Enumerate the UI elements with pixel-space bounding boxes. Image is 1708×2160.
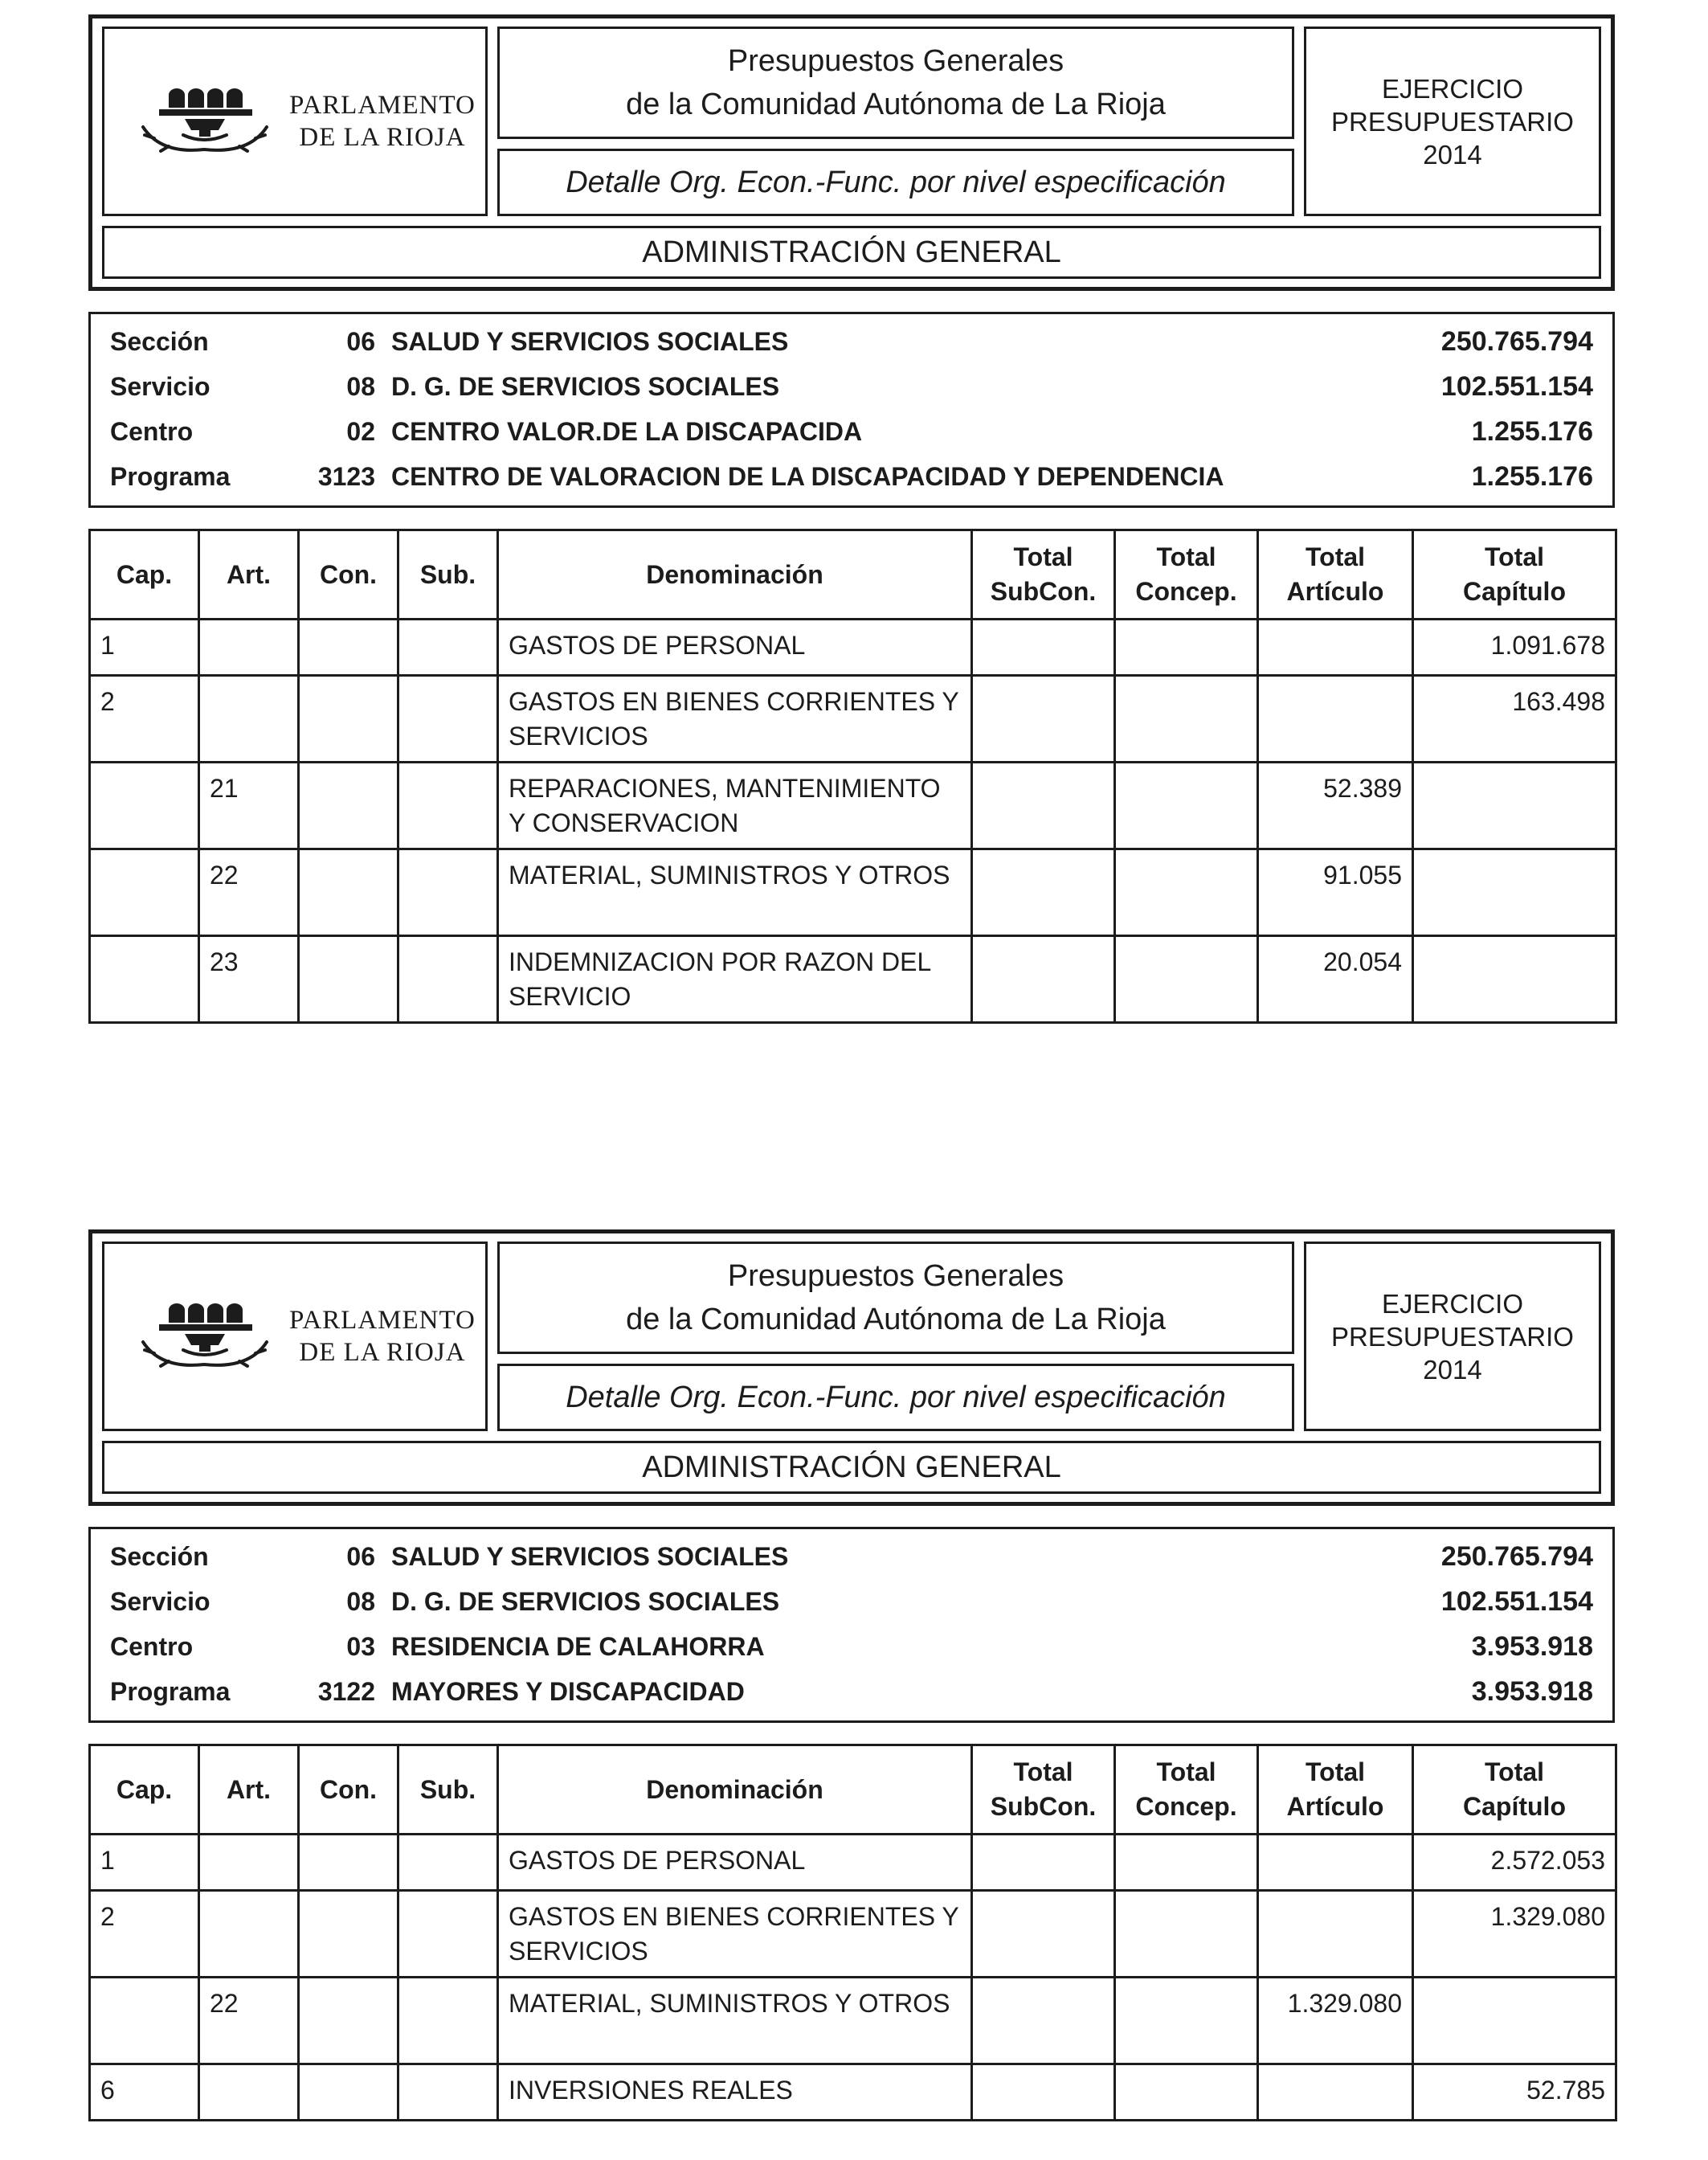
cell-denominacion: GASTOS EN BIENES CORRIENTES Y SERVICIOS (498, 676, 972, 763)
cell-total-subcon (972, 849, 1115, 936)
cell-total-subcon (972, 676, 1115, 763)
col-total-capitulo (1413, 530, 1616, 620)
info-code: 08 (346, 1586, 375, 1616)
table-row (90, 2064, 1616, 2121)
info-amount: 3.953.918 (1471, 1675, 1593, 1707)
cell-total-concep (1115, 620, 1258, 676)
cell-cap: 2 (90, 676, 199, 763)
col-label: Artículo (1286, 577, 1384, 606)
info-amount: 1.255.176 (1471, 460, 1593, 492)
cell-art: 23 (199, 936, 299, 1023)
col-denominacion: Denominación (498, 1745, 972, 1835)
info-amount: 102.551.154 (1440, 1585, 1593, 1617)
cell-total-concep (1115, 936, 1258, 1023)
document-title (497, 1242, 1294, 1354)
cell-total-capitulo: 52.785 (1413, 2064, 1616, 2121)
cell-total-capitulo (1413, 849, 1616, 936)
table-row (90, 676, 1616, 763)
table-row (90, 1978, 1616, 2064)
col-label: Total (1013, 1757, 1073, 1786)
col-label: Total (1484, 1757, 1545, 1786)
table-row (90, 763, 1616, 849)
cell-total-subcon (972, 2064, 1115, 2121)
cell-total-subcon (972, 763, 1115, 849)
cell-sub (398, 1891, 498, 1978)
col-label: SubCon. (990, 577, 1097, 606)
ejercicio-line-2: PRESUPUESTARIO (1331, 106, 1574, 137)
cell-cap: 2 (90, 1891, 199, 1978)
cell-sub (398, 620, 498, 676)
cell-total-articulo (1258, 1835, 1413, 1891)
budget-page-1 (88, 14, 1615, 1024)
ejercicio-line-1: EJERCICIO (1381, 1288, 1524, 1319)
info-code: 06 (346, 1541, 375, 1571)
info-row (110, 1624, 1593, 1669)
info-description: D. G. DE SERVICIOS SOCIALES (391, 371, 780, 401)
cell-total-subcon (972, 1835, 1115, 1891)
col-label: Total (1305, 1757, 1366, 1786)
cell-total-articulo: 20.054 (1258, 936, 1413, 1023)
ejercicio-line-1: EJERCICIO (1381, 73, 1524, 104)
table-row (90, 620, 1616, 676)
title-line-1: Presupuestos Generales (727, 44, 1064, 78)
cell-sub (398, 1978, 498, 2064)
col-sub: Sub. (398, 530, 498, 620)
cell-total-concep (1115, 763, 1258, 849)
cell-con (299, 1891, 398, 1978)
logo-line-2: DE LA RIOJA (299, 123, 466, 152)
info-description: CENTRO VALOR.DE LA DISCAPACIDA (391, 416, 863, 446)
info-label: Centro (110, 1631, 194, 1661)
info-amount: 1.255.176 (1471, 415, 1593, 447)
cell-total-capitulo: 1.329.080 (1413, 1891, 1616, 1978)
info-row (110, 409, 1593, 454)
cell-sub (398, 1835, 498, 1891)
table-row (90, 1891, 1616, 1978)
table-header-row (90, 530, 1616, 620)
cell-art (199, 676, 299, 763)
col-total-subcon (972, 530, 1115, 620)
info-amount: 102.551.154 (1440, 370, 1593, 402)
cell-con (299, 2064, 398, 2121)
col-art: Art. (199, 530, 299, 620)
info-label: Sección (110, 326, 209, 356)
cell-total-capitulo: 1.091.678 (1413, 620, 1616, 676)
document-subtitle: Detalle Org. Econ.-Func. por nivel especificación (497, 149, 1294, 216)
table-row (90, 849, 1616, 936)
cell-sub (398, 763, 498, 849)
info-code: 3122 (317, 1676, 375, 1706)
cell-total-subcon (972, 936, 1115, 1023)
info-label: Centro (110, 416, 194, 446)
cell-total-concep (1115, 849, 1258, 936)
info-amount: 3.953.918 (1471, 1630, 1593, 1662)
budget-table (88, 529, 1617, 1024)
logo-line-1: PARLAMENTO (289, 1306, 476, 1335)
info-label: Sección (110, 1541, 209, 1571)
admin-title: ADMINISTRACIÓN GENERAL (102, 226, 1601, 279)
cell-total-concep (1115, 1891, 1258, 1978)
col-label: Capítulo (1463, 1792, 1566, 1821)
info-label: Servicio (110, 1586, 210, 1616)
cell-art: 22 (199, 1978, 299, 2064)
info-row (110, 364, 1593, 409)
ejercicio-line-2: PRESUPUESTARIO (1331, 1321, 1574, 1352)
col-cap: Cap. (90, 1745, 199, 1835)
logo-box (102, 1242, 488, 1431)
cell-con (299, 936, 398, 1023)
cell-denominacion: GASTOS DE PERSONAL (498, 1835, 972, 1891)
cell-con (299, 620, 398, 676)
info-row (110, 454, 1593, 499)
cell-denominacion: INVERSIONES REALES (498, 2064, 972, 2121)
cell-denominacion: GASTOS DE PERSONAL (498, 620, 972, 676)
cell-total-capitulo: 163.498 (1413, 676, 1616, 763)
budget-table (88, 1744, 1617, 2121)
info-description: SALUD Y SERVICIOS SOCIALES (391, 326, 789, 356)
cell-denominacion: GASTOS EN BIENES CORRIENTES Y SERVICIOS (498, 1891, 972, 1978)
document-header (88, 1229, 1615, 1506)
cell-art (199, 1835, 299, 1891)
info-code: 06 (346, 326, 375, 356)
info-amount: 250.765.794 (1440, 325, 1593, 357)
cell-cap (90, 936, 199, 1023)
cell-sub (398, 676, 498, 763)
cell-total-subcon (972, 1978, 1115, 2064)
parliament-emblem-icon (137, 1292, 273, 1381)
table-row (90, 1835, 1616, 1891)
document-subtitle: Detalle Org. Econ.-Func. por nivel especificación (497, 1364, 1294, 1431)
info-description: MAYORES Y DISCAPACIDAD (391, 1676, 745, 1706)
cell-total-subcon (972, 1891, 1115, 1978)
cell-total-concep (1115, 676, 1258, 763)
organic-info-box (88, 312, 1615, 508)
title-line-1: Presupuestos Generales (727, 1259, 1064, 1293)
table-row (90, 936, 1616, 1023)
info-label: Programa (110, 461, 231, 491)
col-label: Concep. (1135, 1792, 1237, 1821)
title-line-2: de la Comunidad Autónoma de La Rioja (626, 1303, 1166, 1336)
col-total-subcon (972, 1745, 1115, 1835)
logo-line-1: PARLAMENTO (289, 91, 476, 120)
info-label: Servicio (110, 371, 210, 401)
cell-art (199, 2064, 299, 2121)
cell-total-articulo (1258, 2064, 1413, 2121)
col-art: Art. (199, 1745, 299, 1835)
admin-title: ADMINISTRACIÓN GENERAL (102, 1441, 1601, 1494)
ejercicio-year: 2014 (1423, 1354, 1482, 1385)
info-code: 08 (346, 371, 375, 401)
col-con: Con. (299, 1745, 398, 1835)
ejercicio-year: 2014 (1423, 139, 1482, 170)
info-row (110, 1669, 1593, 1714)
cell-total-articulo: 52.389 (1258, 763, 1413, 849)
col-total-articulo (1258, 1745, 1413, 1835)
col-cap: Cap. (90, 530, 199, 620)
cell-cap: 1 (90, 1835, 199, 1891)
cell-denominacion: MATERIAL, SUMINISTROS Y OTROS (498, 1978, 972, 2064)
logo-box (102, 27, 488, 216)
cell-total-articulo (1258, 1891, 1413, 1978)
document-title (497, 27, 1294, 139)
cell-sub (398, 849, 498, 936)
cell-cap: 6 (90, 2064, 199, 2121)
organic-info-box (88, 1527, 1615, 1723)
cell-art (199, 620, 299, 676)
info-description: SALUD Y SERVICIOS SOCIALES (391, 1541, 789, 1571)
cell-con (299, 1835, 398, 1891)
info-row (110, 1534, 1593, 1579)
col-total-capitulo (1413, 1745, 1616, 1835)
info-description: D. G. DE SERVICIOS SOCIALES (391, 1586, 780, 1616)
cell-total-capitulo (1413, 936, 1616, 1023)
cell-total-articulo: 1.329.080 (1258, 1978, 1413, 2064)
title-line-2: de la Comunidad Autónoma de La Rioja (626, 88, 1166, 121)
cell-cap (90, 1978, 199, 2064)
cell-cap (90, 849, 199, 936)
info-label: Programa (110, 1676, 231, 1706)
col-label: Total (1484, 542, 1545, 571)
info-row (110, 1579, 1593, 1624)
col-label: Total (1013, 542, 1073, 571)
cell-art: 22 (199, 849, 299, 936)
cell-cap (90, 763, 199, 849)
col-label: Total (1156, 1757, 1216, 1786)
col-total-concep (1115, 530, 1258, 620)
ejercicio-box (1304, 27, 1601, 216)
logo-line-2: DE LA RIOJA (299, 1338, 466, 1367)
cell-total-articulo (1258, 676, 1413, 763)
col-con: Con. (299, 530, 398, 620)
ejercicio-box (1304, 1242, 1601, 1431)
cell-con (299, 1978, 398, 2064)
col-label: SubCon. (990, 1792, 1097, 1821)
col-label: Total (1156, 542, 1216, 571)
cell-denominacion: MATERIAL, SUMINISTROS Y OTROS (498, 849, 972, 936)
cell-art (199, 1891, 299, 1978)
cell-sub (398, 2064, 498, 2121)
cell-total-articulo (1258, 620, 1413, 676)
cell-total-articulo: 91.055 (1258, 849, 1413, 936)
col-total-articulo (1258, 530, 1413, 620)
cell-total-concep (1115, 1978, 1258, 2064)
cell-art: 21 (199, 763, 299, 849)
col-total-concep (1115, 1745, 1258, 1835)
parliament-emblem-icon (137, 77, 273, 166)
cell-denominacion: REPARACIONES, MANTENIMIENTO Y CONSERVACION (498, 763, 972, 849)
cell-con (299, 676, 398, 763)
cell-total-concep (1115, 2064, 1258, 2121)
info-description: CENTRO DE VALORACION DE LA DISCAPACIDAD Y DEPENDENCIA (391, 461, 1224, 491)
cell-denominacion: INDEMNIZACION POR RAZON DEL SERVICIO (498, 936, 972, 1023)
info-row (110, 319, 1593, 364)
info-code: 02 (346, 416, 375, 446)
cell-total-capitulo (1413, 763, 1616, 849)
cell-con (299, 763, 398, 849)
table-header-row (90, 1745, 1616, 1835)
cell-cap: 1 (90, 620, 199, 676)
col-denominacion: Denominación (498, 530, 972, 620)
col-label: Concep. (1135, 577, 1237, 606)
col-label: Capítulo (1463, 577, 1566, 606)
col-sub: Sub. (398, 1745, 498, 1835)
col-label: Total (1305, 542, 1366, 571)
budget-page-2 (88, 1229, 1615, 2121)
document-header (88, 14, 1615, 291)
info-description: RESIDENCIA DE CALAHORRA (391, 1631, 765, 1661)
col-label: Artículo (1286, 1792, 1384, 1821)
cell-total-capitulo (1413, 1978, 1616, 2064)
cell-sub (398, 936, 498, 1023)
cell-total-subcon (972, 620, 1115, 676)
cell-con (299, 849, 398, 936)
info-amount: 250.765.794 (1440, 1540, 1593, 1572)
cell-total-concep (1115, 1835, 1258, 1891)
info-code: 03 (346, 1631, 375, 1661)
info-code: 3123 (317, 461, 375, 491)
cell-total-capitulo: 2.572.053 (1413, 1835, 1616, 1891)
